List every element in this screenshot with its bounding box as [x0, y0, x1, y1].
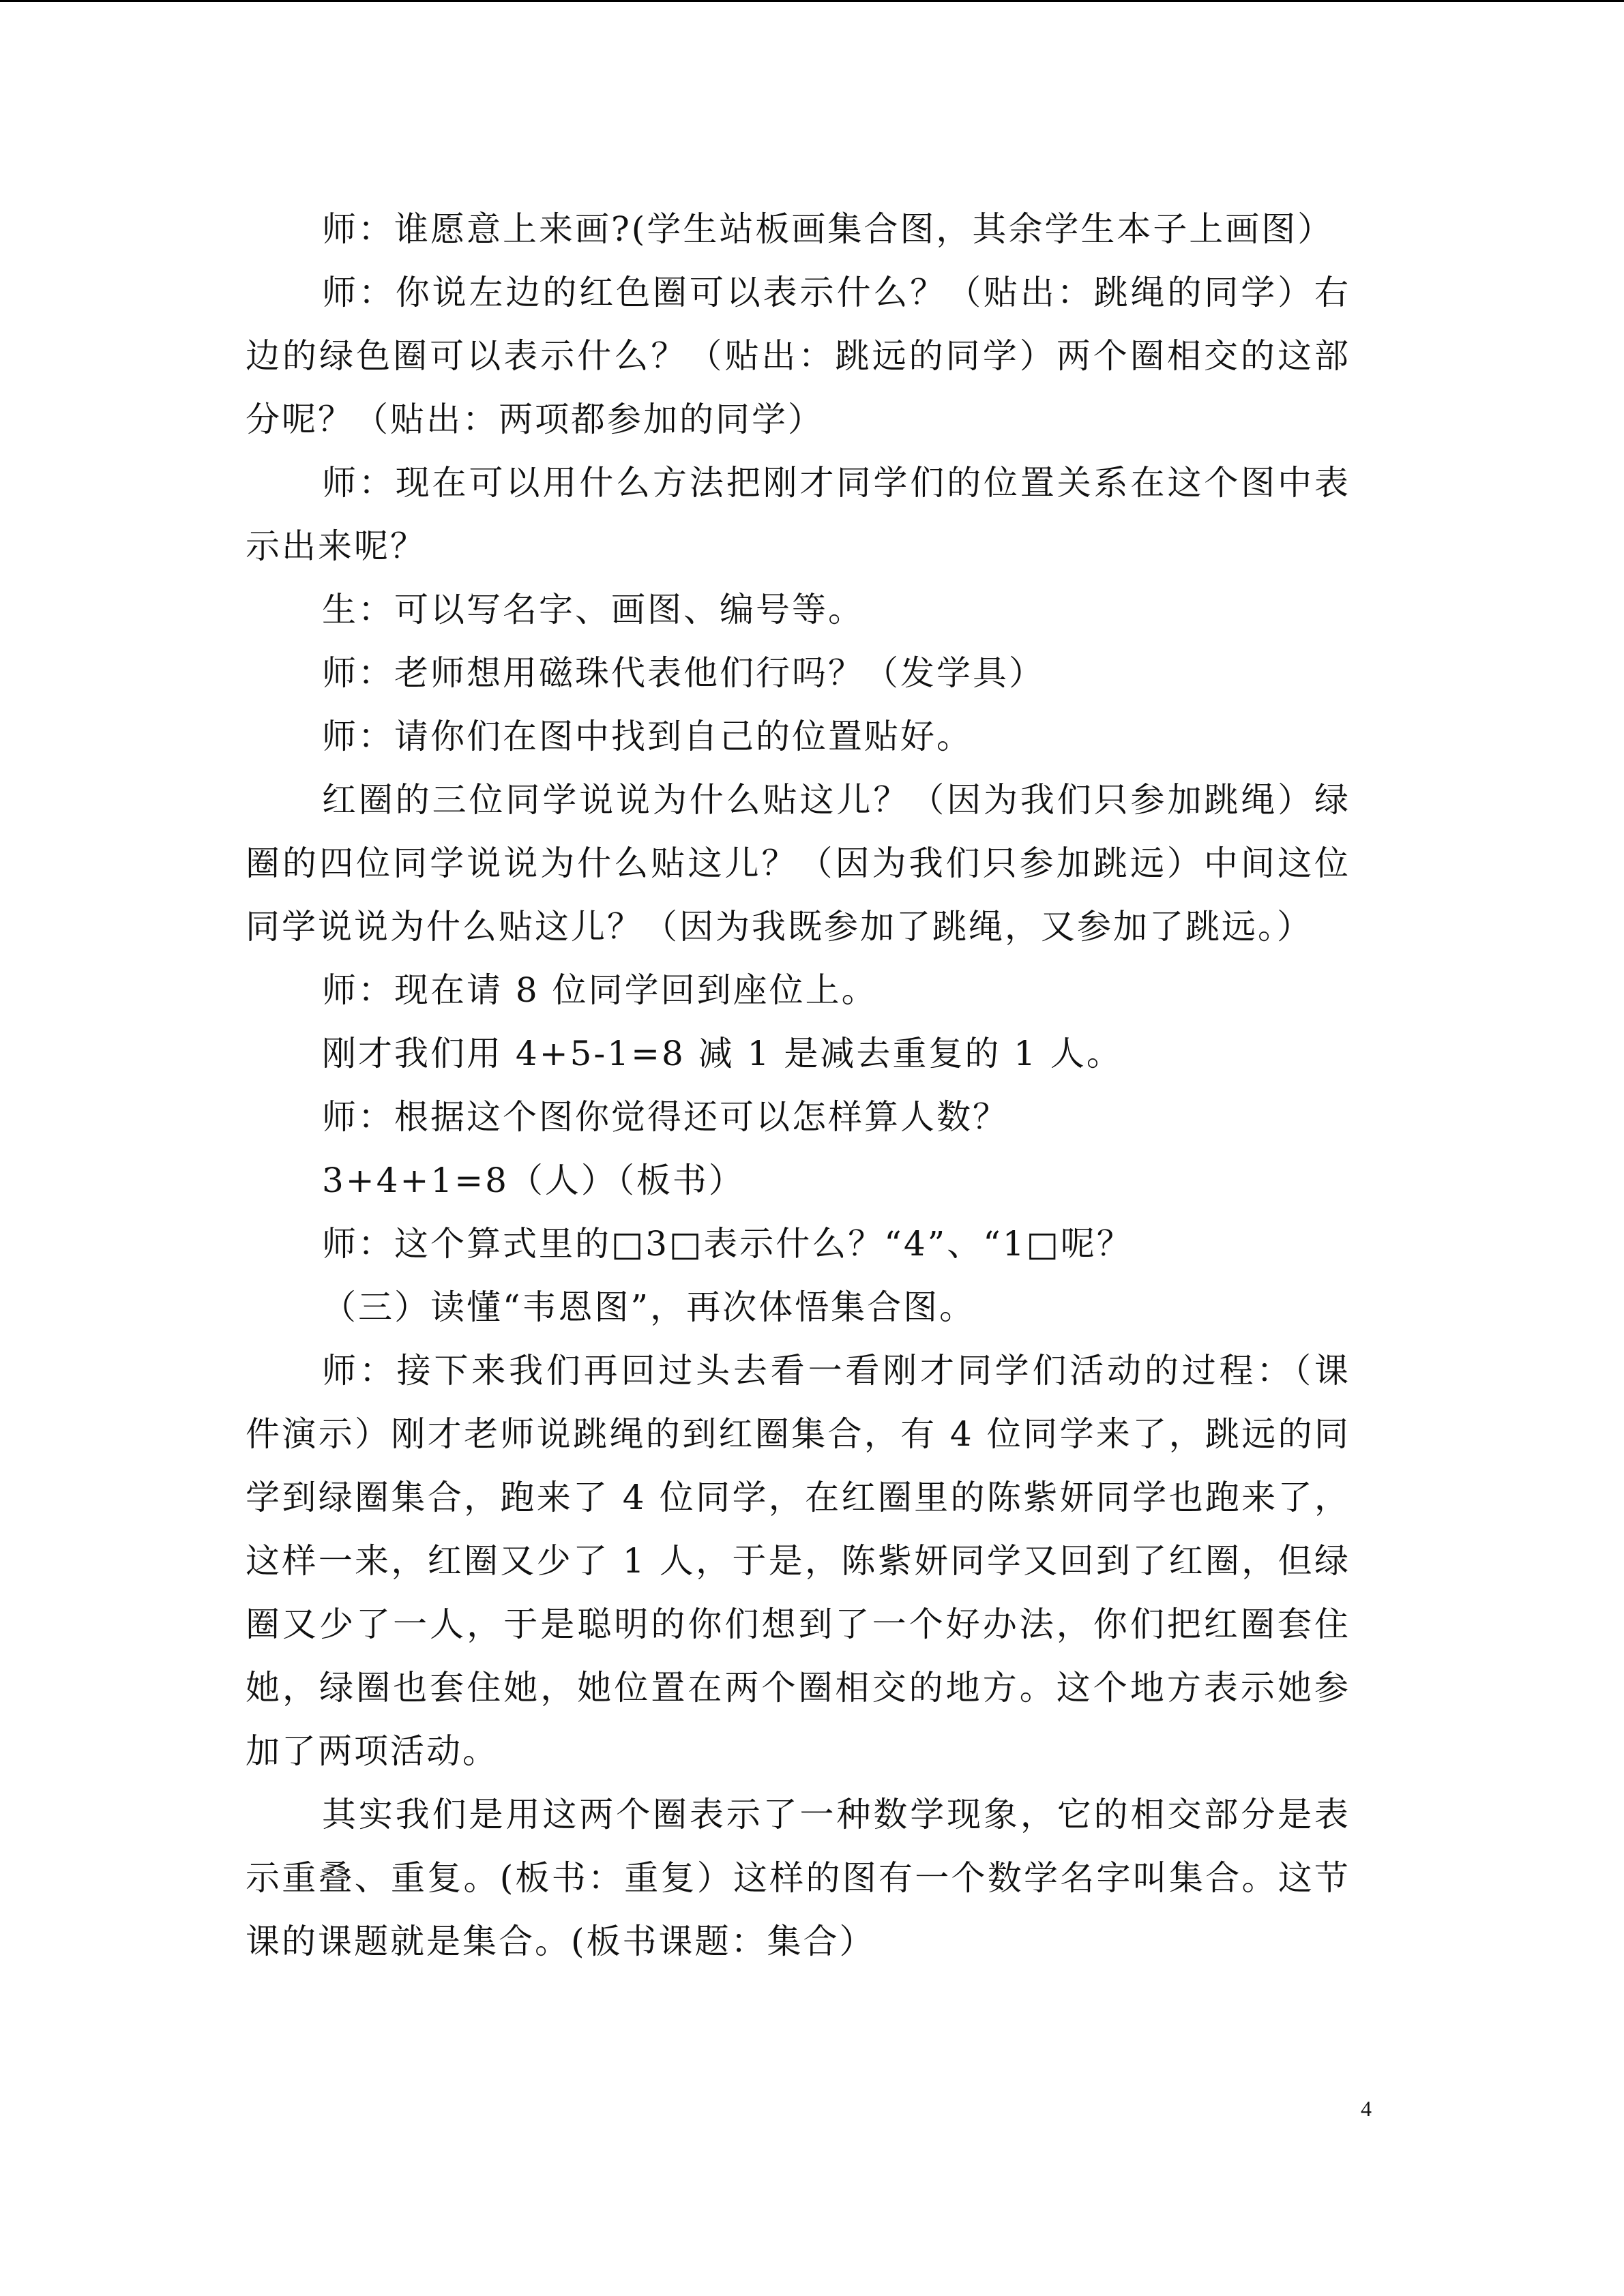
paragraph: 师：根据这个图你觉得还可以怎样算人数？ — [322, 1097, 1009, 1137]
top-border-line — [0, 0, 1624, 2]
paragraph: 师：请你们在图中找到自己的位置贴好。 — [322, 717, 973, 756]
section-heading: （三）读懂“韦恩图”，再次体悟集合图。 — [322, 1287, 976, 1327]
paragraph: 师：这个算式里的□3□表示什么？“4”、“1□呢？ — [322, 1224, 1133, 1264]
paragraph: 师：老师想用磁珠代表他们行吗？（发学具） — [322, 653, 1045, 693]
paragraph: 师：现在请 8 位同学回到座位上。 — [322, 970, 878, 1010]
page-number: 4 — [1361, 2096, 1372, 2121]
paragraph: 生：可以写名字、画图、编号等。 — [322, 590, 864, 629]
paragraph: 刚才我们用 4+5-1=8 减 1 是减去重复的 1 人。 — [322, 1034, 1123, 1073]
document-body — [246, 198, 1350, 1973]
paragraph: 3+4+1=8（人）（板书） — [322, 1161, 745, 1200]
paragraph: 师：你说左边的红色圈可以表示什么？（贴出：跳绳的同学）右边的绿色圈可以表示什么？（贴出：跳远的同学）两个圈相交的这部分呢？（贴出：两项都参加的同学） — [246, 273, 1350, 439]
paragraph: 其实我们是用这两个圈表示了一种数学现象，它的相交部分是表示重叠、重复。(板书：重复）这样的图有一个数学名字叫集合。这节课的课题就是集合。(板书课题：集合） — [246, 1795, 1350, 1961]
paragraph: 红圈的三位同学说说为什么贴这儿？（因为我们只参加跳绳）绿圈的四位同学说说为什么贴这儿？（因为我们只参加跳远）中间这位同学说说为什么贴这儿？（因为我既参加了跳绳，又参加了跳远。） — [246, 780, 1350, 946]
paragraph: 师：谁愿意上来画?(学生站板画集合图，其余学生本子上画图） — [322, 209, 1334, 249]
paragraph: 师：现在可以用什么方法把刚才同学们的位置关系在这个图中表示出来呢？ — [246, 463, 1350, 566]
paragraph: 师：接下来我们再回过头去看一看刚才同学们活动的过程：（课件演示）刚才老师说跳绳的到红圈集合，有 4 位同学来了，跳远的同学到绿圈集合，跑来了 4 位同学，在红圈里的陈紫妍同学也跑来了，这样一来，红圈又少了 1 人，于是，陈紫妍同学又回到了红圈，但绿圈又少了一人，于是聪明的你们想到了一个好办法，你们把红圈套住她，绿圈也套住她，她位置在两个圈相交的地方。这个地方表示她参加了两项活动。 — [246, 1351, 1350, 1771]
